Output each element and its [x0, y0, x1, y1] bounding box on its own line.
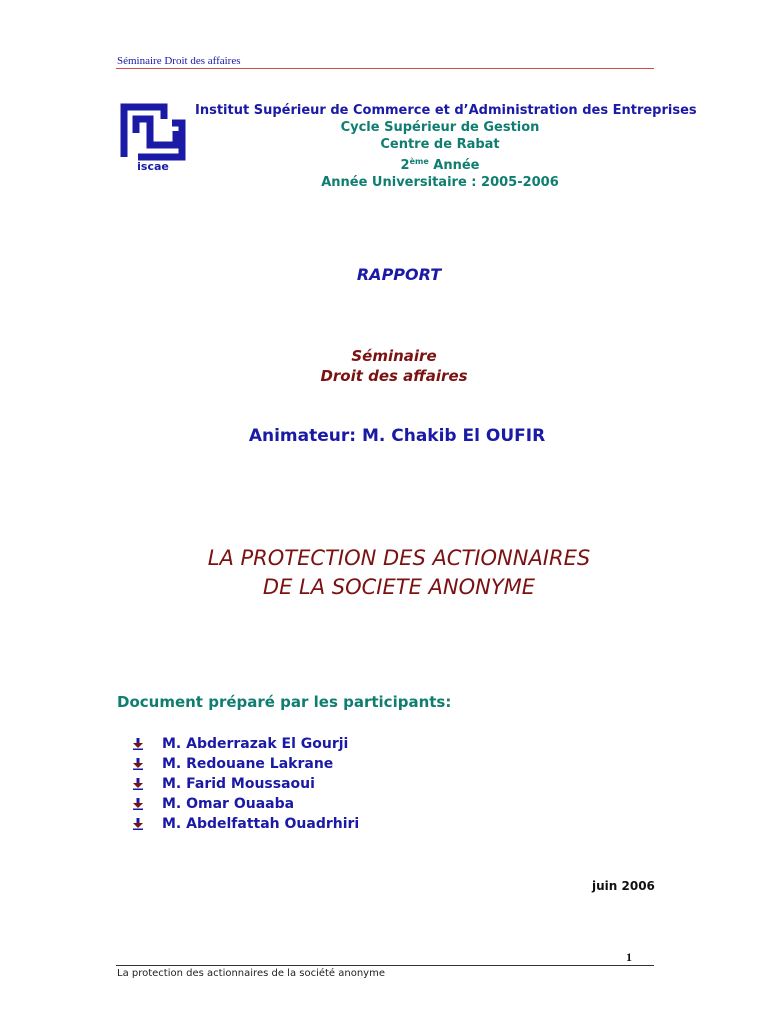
- list-item: [132, 794, 359, 814]
- title-line-1: LA PROTECTION DES ACTIONNAIRES: [207, 546, 591, 570]
- seminar-line-1: Séminaire: [351, 347, 437, 365]
- seminar-block: [0, 346, 768, 386]
- header-divider: [116, 68, 654, 69]
- list-item: [132, 774, 359, 794]
- participant-name: M. Abdelfattah Ouadrhiri: [162, 816, 360, 832]
- participants-heading: Document préparé par les participants:: [117, 693, 452, 711]
- seminar-line-2: Droit des affaires: [320, 367, 468, 385]
- year-word: Année: [428, 158, 480, 173]
- academic-year: Année Universitaire : 2005-2006: [321, 175, 559, 190]
- list-item: [132, 814, 359, 834]
- footer-divider: [116, 965, 654, 966]
- report-label: RAPPORT: [356, 265, 442, 284]
- institution-name: Institut Supérieur de Commerce et d’Administration des Entreprises: [195, 103, 697, 118]
- arrow-down-bullet-icon: [132, 798, 144, 810]
- page-header-title: Séminaire Droit des affaires: [117, 55, 241, 67]
- participants-list: [132, 734, 359, 834]
- list-item: [132, 734, 359, 754]
- institution-centre: Centre de Rabat: [380, 137, 500, 152]
- arrow-down-bullet-icon: [132, 738, 144, 750]
- document-title: [0, 544, 768, 602]
- animator-line: Animateur: M. Chakib El OUFIR: [248, 426, 546, 446]
- page-number: 1: [626, 950, 632, 964]
- list-item: [132, 754, 359, 774]
- participant-name: M. Abderrazak El Gourji: [162, 736, 349, 752]
- title-line-2: DE LA SOCIETE ANONYME: [262, 575, 536, 599]
- arrow-down-bullet-icon: [132, 758, 144, 770]
- participant-name: M. Farid Moussaoui: [162, 776, 315, 792]
- institution-year: [195, 153, 685, 174]
- institution-block: [195, 102, 697, 191]
- page-footer-text: La protection des actionnaires de la société anonyme: [117, 968, 385, 979]
- year-superscript: ème: [409, 157, 429, 166]
- document-date: juin 2006: [592, 879, 655, 893]
- participant-name: M. Omar Ouaaba: [162, 796, 295, 812]
- participant-name: M. Redouane Lakrane: [162, 756, 334, 772]
- institution-cycle: Cycle Supérieur de Gestion: [340, 120, 540, 135]
- arrow-down-bullet-icon: [132, 818, 144, 830]
- arrow-down-bullet-icon: [132, 778, 144, 790]
- logo-caption: iscae: [137, 160, 169, 173]
- year-number: 2: [400, 158, 410, 173]
